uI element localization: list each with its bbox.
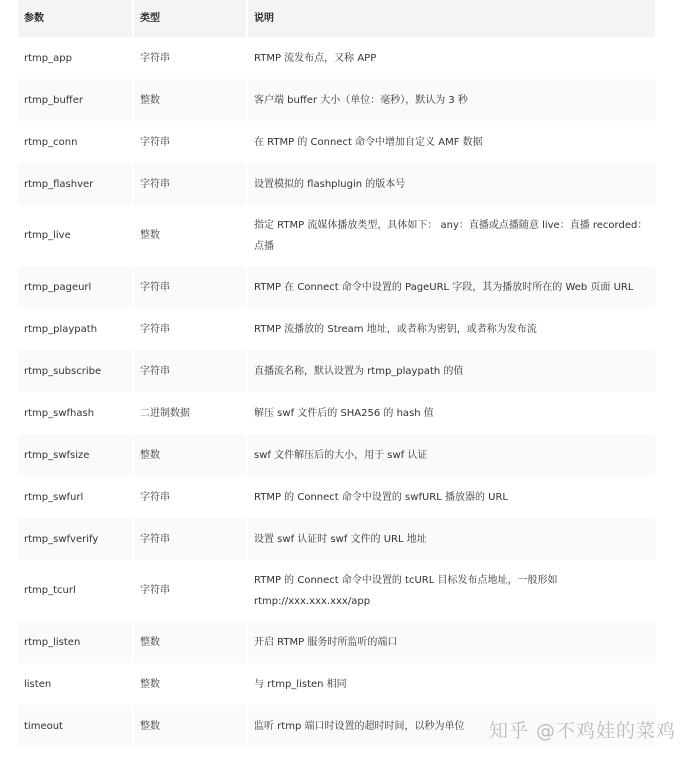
table-row xyxy=(18,37,655,79)
table-header-row xyxy=(18,0,655,37)
header-param: 参数 xyxy=(18,0,132,37)
parameter-table xyxy=(16,0,657,747)
param-cell: rtmp_swfsize xyxy=(18,434,132,476)
description-cell: 客户端 buffer 大小（单位：毫秒），默认为 3 秒 xyxy=(248,79,655,121)
type-cell: 整数 xyxy=(134,621,246,663)
type-cell: 整数 xyxy=(134,705,246,747)
description-cell: 开启 RTMP 服务时所监听的端口 xyxy=(248,621,655,663)
param-cell: rtmp_swfverify xyxy=(18,518,132,560)
type-cell: 字符串 xyxy=(134,308,246,350)
table-row xyxy=(18,163,655,205)
type-cell: 整数 xyxy=(134,434,246,476)
type-cell: 字符串 xyxy=(134,37,246,79)
table-row xyxy=(18,79,655,121)
param-cell: rtmp_buffer xyxy=(18,79,132,121)
description-cell: RTMP 流播放的 Stream 地址，或者称为密钥，或者称为发布流 xyxy=(248,308,655,350)
type-cell: 整数 xyxy=(134,663,246,705)
description-cell: swf 文件解压后的大小，用于 swf 认证 xyxy=(248,434,655,476)
param-cell: rtmp_pageurl xyxy=(18,266,132,308)
table-row xyxy=(18,434,655,476)
description-cell: 监听 rtmp 端口时设置的超时时间，以秒为单位 xyxy=(248,705,655,747)
type-cell: 字符串 xyxy=(134,518,246,560)
type-cell: 整数 xyxy=(134,79,246,121)
description-cell: 直播流名称，默认设置为 rtmp_playpath 的值 xyxy=(248,350,655,392)
table-row xyxy=(18,205,655,266)
table-row xyxy=(18,663,655,705)
type-cell: 字符串 xyxy=(134,350,246,392)
param-cell: rtmp_flashver xyxy=(18,163,132,205)
param-cell: rtmp_subscribe xyxy=(18,350,132,392)
param-cell: rtmp_tcurl xyxy=(18,560,132,621)
type-cell: 字符串 xyxy=(134,163,246,205)
table-row xyxy=(18,621,655,663)
table-row xyxy=(18,392,655,434)
table-row xyxy=(18,476,655,518)
table-row xyxy=(18,518,655,560)
param-cell: rtmp_live xyxy=(18,205,132,266)
type-cell: 整数 xyxy=(134,205,246,266)
description-cell: 在 RTMP 的 Connect 命令中增加自定义 AMF 数据 xyxy=(248,121,655,163)
param-cell: listen xyxy=(18,663,132,705)
description-cell: RTMP 流发布点，又称 APP xyxy=(248,37,655,79)
param-cell: rtmp_playpath xyxy=(18,308,132,350)
type-cell: 二进制数据 xyxy=(134,392,246,434)
table-row xyxy=(18,308,655,350)
description-cell: RTMP 的 Connect 命令中设置的 tcURL 目标发布点地址，一般形如 rtmp://xxx.xxx.xxx/app xyxy=(248,560,655,621)
header-type: 类型 xyxy=(134,0,246,37)
param-cell: rtmp_swfurl xyxy=(18,476,132,518)
description-cell: RTMP 的 Connect 命令中设置的 swfURL 播放器的 URL xyxy=(248,476,655,518)
param-cell: timeout xyxy=(18,705,132,747)
param-cell: rtmp_app xyxy=(18,37,132,79)
table-row xyxy=(18,266,655,308)
description-cell: 设置模拟的 flashplugin 的版本号 xyxy=(248,163,655,205)
description-cell: 解压 swf 文件后的 SHA256 的 hash 值 xyxy=(248,392,655,434)
param-cell: rtmp_swfhash xyxy=(18,392,132,434)
param-cell: rtmp_conn xyxy=(18,121,132,163)
type-cell: 字符串 xyxy=(134,560,246,621)
type-cell: 字符串 xyxy=(134,476,246,518)
description-cell: 与 rtmp_listen 相同 xyxy=(248,663,655,705)
table-row xyxy=(18,560,655,621)
description-cell: 设置 swf 认证时 swf 文件的 URL 地址 xyxy=(248,518,655,560)
header-description: 说明 xyxy=(248,0,655,37)
table-row xyxy=(18,121,655,163)
description-cell: RTMP 在 Connect 命令中设置的 PageURL 字段，其为播放时所在的 Web 页面 URL xyxy=(248,266,655,308)
type-cell: 字符串 xyxy=(134,121,246,163)
type-cell: 字符串 xyxy=(134,266,246,308)
table-body xyxy=(18,37,655,747)
watermark: 知乎 @不鸡娃的菜鸡 xyxy=(488,720,676,742)
param-cell: rtmp_listen xyxy=(18,621,132,663)
table-row xyxy=(18,350,655,392)
description-cell: 指定 RTMP 流媒体播放类型，具体如下： any：直播或点播随意 live：直播 recorded：点播 xyxy=(248,205,655,266)
